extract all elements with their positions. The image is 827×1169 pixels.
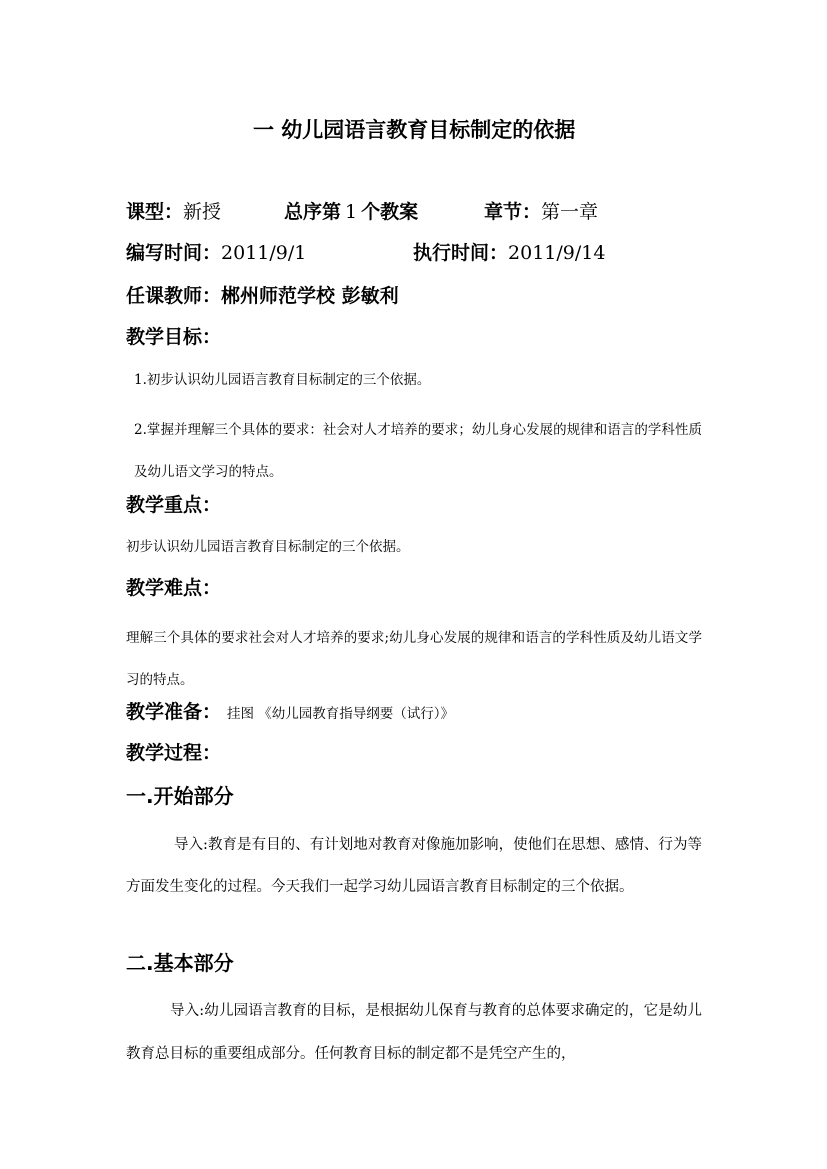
preparation-row (126, 697, 454, 724)
objective-item-1: 1.初步认识幼儿园语言教育目标制定的三个依据。 (134, 372, 431, 388)
chapter-info (484, 197, 598, 224)
preparation-heading: 教学准备： (126, 701, 222, 723)
course-info-row (126, 197, 221, 224)
teacher-label: 任课教师： (126, 285, 222, 307)
objectives-heading: 教学目标： (126, 326, 222, 348)
teacher-value: 郴州师范学校 彭敏利 (221, 285, 399, 307)
part1-heading: 一.开始部分 (126, 784, 234, 808)
part2-heading: 二.基本部分 (126, 951, 234, 975)
key-points-text: 初步认识幼儿园语言教育目标制定的三个依据。 (126, 539, 410, 555)
chapter-value: 第一章 (541, 201, 599, 223)
course-type-label: 课型： (126, 201, 184, 223)
course-type-value: 新授 (183, 201, 222, 223)
written-time-label: 编写时间： (126, 242, 222, 264)
sequence-label: 总序第 (284, 201, 342, 223)
executed-time-value: 2011/9/14 (508, 242, 606, 264)
executed-time-info (413, 238, 605, 265)
page-title: 一 幼儿园语言教育目标制定的依据 (253, 118, 576, 142)
teacher-info (126, 281, 399, 308)
objective-item-2: 2.掌握并理解三个具体的要求：社会对人才培养的要求；幼儿身心发展的规律和语言的学科性质及幼儿语文学习的特点。 (134, 422, 702, 480)
preparation-text: 挂图 《幼儿园教育指导纲要（试行）》 (227, 706, 455, 722)
difficulties-heading: 教学难点： (126, 577, 222, 599)
sequence-suffix: 个教案 (361, 201, 419, 223)
written-time-value: 2011/9/1 (221, 242, 307, 264)
chapter-label: 章节： (484, 201, 542, 223)
sequence-info (284, 197, 418, 224)
part1-text: 导入:教育是有目的、有计划地对教育对像施加影响，使他们在思想、感情、行为等方面发生变化的过程。今天我们一起学习幼儿园语言教育目标制定的三个依据。 (126, 837, 702, 895)
sequence-number: 1 (345, 201, 358, 223)
part2-text: 导入:幼儿园语言教育的目标，是根据幼儿保育与教育的总体要求确定的，它是幼儿教育总目标的重要组成部分。任何教育目标的制定都不是凭空产生的， (126, 1003, 702, 1062)
key-points-heading: 教学重点： (126, 494, 222, 516)
process-heading: 教学过程： (126, 742, 222, 764)
executed-time-label: 执行时间： (413, 242, 509, 264)
difficulties-text: 理解三个具体的要求社会对人才培养的要求;幼儿身心发展的规律和语言的学科性质及幼儿语文学习的特点。 (126, 630, 702, 688)
written-time-info (126, 238, 306, 265)
